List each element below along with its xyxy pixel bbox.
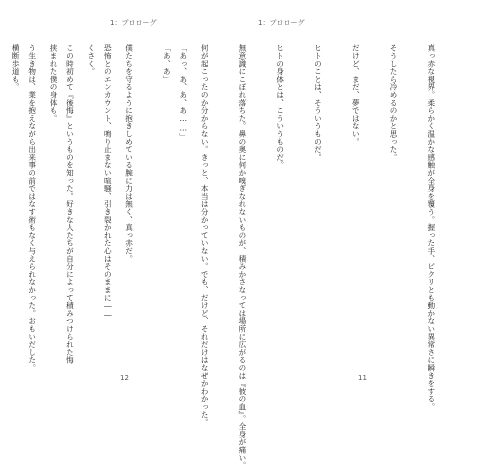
right-line-1: 真っ赤な視界。柔らかく温かな感触が全身を覆う。握った手、ピクリとも動かない異常さに瞬きをする。	[426, 44, 436, 411]
right-line-12: 横断歩道も。	[11, 44, 21, 91]
right-line-10: くさく。	[86, 44, 96, 76]
right-running-head: 1：プロローグ	[258, 19, 305, 27]
right-line-4: ヒトのことは、そういうものだ。	[313, 44, 323, 161]
left-line-5: う生き物は、業を抱えながら出来事の前ではなす術もなく与えられなかった。おもいだした。	[27, 44, 37, 372]
right-line-7: 何が起こったのか分からない。きっと、本当は分かっていない。でも、だけど、それだけはなぜかわかった。	[200, 44, 210, 427]
right-line-3: だけど、まだ、夢ではない。	[351, 44, 361, 146]
left-line-3: 恐怖とのエンカウント、鳴り止まない喧騒、引き裂かれた心はそのままに――	[103, 44, 113, 320]
right-page-number: 11	[358, 374, 367, 382]
right-line-9: 僕たちを守るように抱きしめている腕に力は無く、真っ赤だ。	[124, 44, 134, 263]
left-line-1: 「あっ、あ、あ、あ……」	[178, 44, 188, 141]
left-running-head: 1：プロローグ	[110, 19, 157, 27]
left-line-4: この時初めて『後悔』というものを知った。好きな人たちが自分によって積みつけられた悔	[65, 44, 75, 364]
right-line-5: ヒトの身体とは、こういうものだ。	[275, 44, 285, 169]
right-line-8: 「あ、あ」	[162, 44, 172, 83]
right-line-2: そうしたら冷めるのかと思った。	[389, 44, 399, 161]
right-line-6: 無意識にこぼれ落ちた。鼻の奥に何か嗅ぎなれないものが、積みかさなっては場所に広がるのは『彼の血』。全身が痛い。	[237, 44, 247, 469]
left-page-number: 12	[120, 374, 129, 382]
right-line-11: 挟まれた僕の身体も。	[49, 44, 58, 122]
